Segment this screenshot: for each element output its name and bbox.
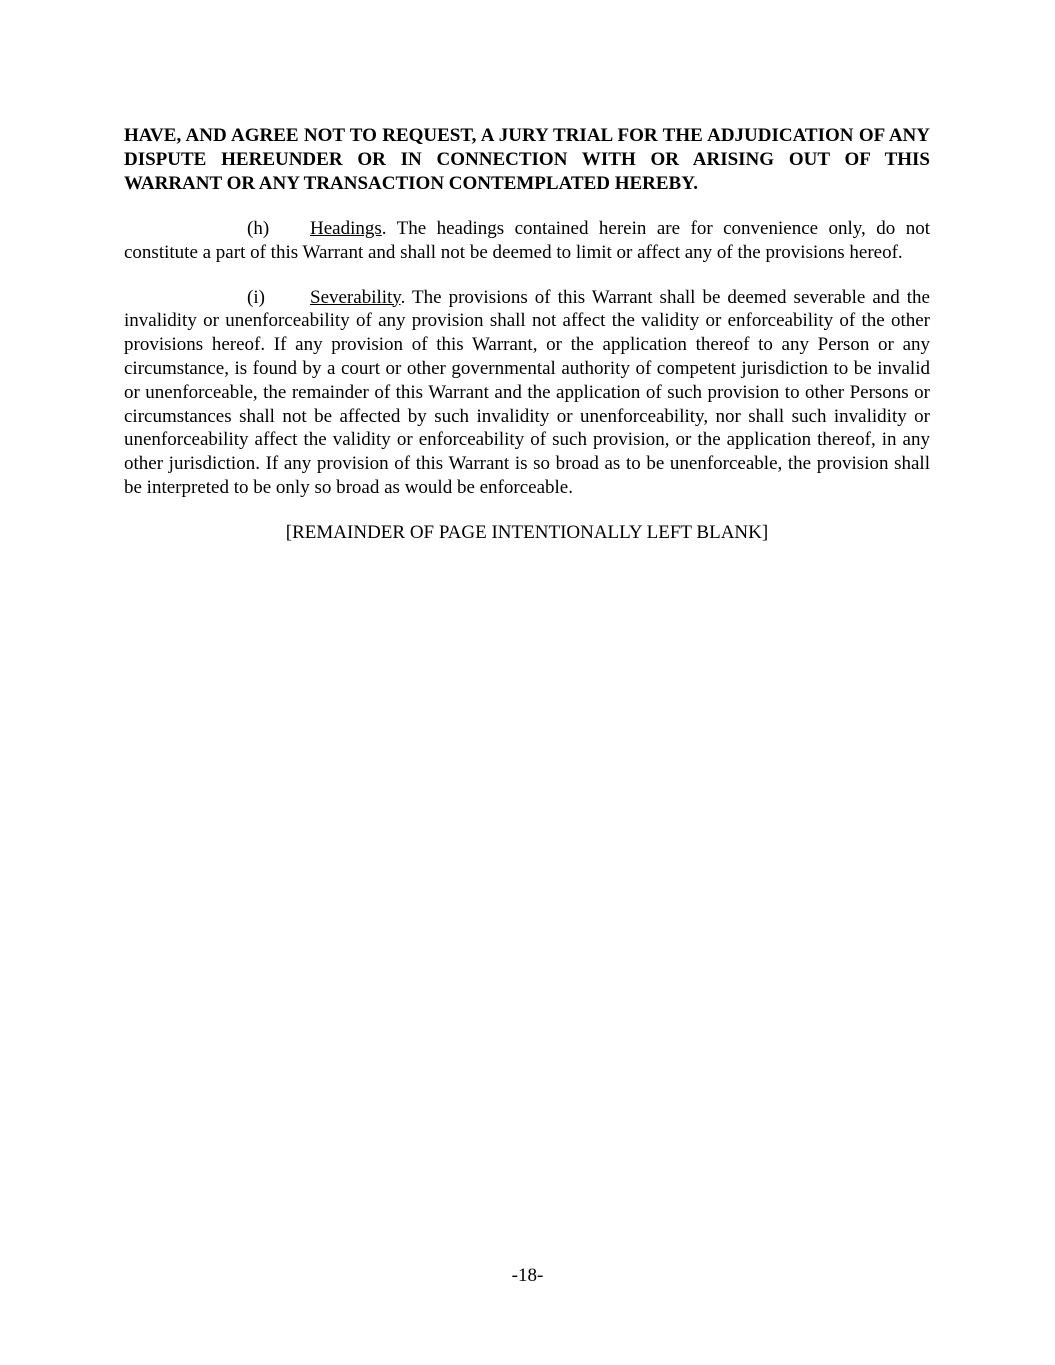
section-h-number: (h)	[247, 218, 270, 239]
section-i-number: (i)	[247, 286, 265, 308]
remainder-note: [REMAINDER OF PAGE INTENTIONALLY LEFT BLANK]	[285, 521, 769, 543]
section-h-heading: Headings	[310, 218, 382, 239]
section-h-text: . The headings contained herein are for convenience only, do not constitute a part of this Warrant and shall not be deemed to limit or affect any of the provisions hereof.	[124, 218, 930, 263]
section-i-heading: Severability	[310, 286, 401, 308]
section-h-paragraph	[124, 217, 930, 265]
jury-waiver-paragraph: HAVE, AND AGREE NOT TO REQUEST, A JURY TRIAL FOR THE ADJUDICATION OF ANY DISPUTE HEREUNDER OR IN CONNECTION WITH OR ARISING OUT OF THIS WARRANT OR ANY TRANSACTION CONTEMPLATED HEREBY.	[124, 125, 930, 194]
page-number: -18-	[511, 1265, 544, 1286]
section-i-paragraph	[124, 286, 930, 500]
document-body	[124, 124, 930, 545]
section-i-text: . The provisions of this Warrant shall be deemed severable and the invalidity or unenforceability of any provision shall not affect the validity or enforceability of the other provisions hereof. If any provision of this Warrant, or the application thereof to any Person or any circumstance, is found by a court or other governmental authority of competent jurisdiction to be invalid or unenforceable, the remainder of this Warrant and the application of such provision to other Persons or circumstances shall not be affected by such invalidity or unenforceability, nor shall such invalidity or unenforceability affect the validity or enforceability of such provision, or the application thereof, in any other jurisdiction. If any provision of this Warrant is so broad as to be unenforceable, the provision shall be interpreted to be only so broad as would be enforceable.	[124, 286, 930, 498]
